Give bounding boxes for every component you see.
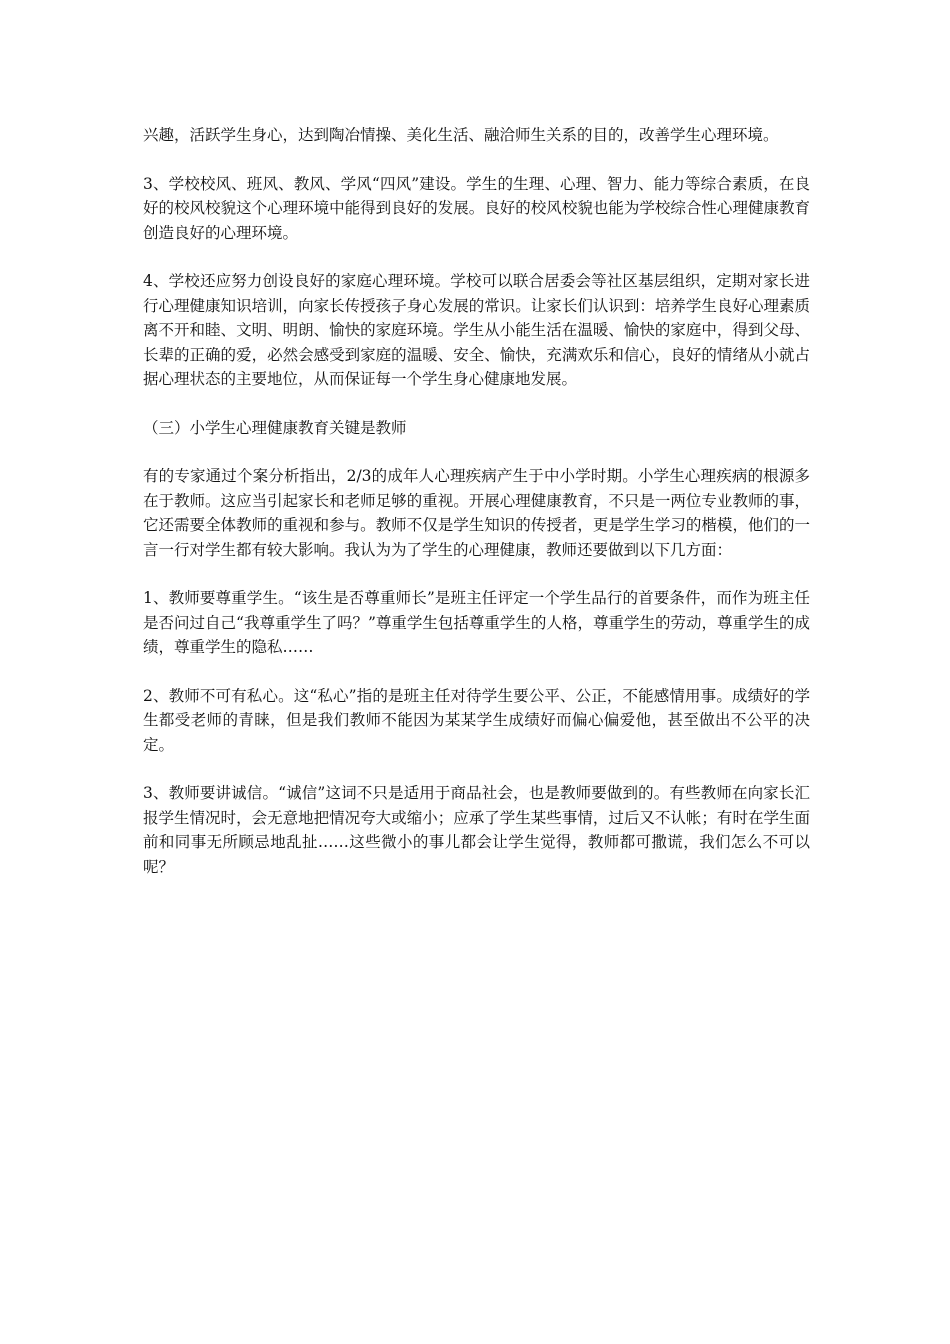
paragraph-item-4-family-environment: 4、学校还应努力创设良好的家庭心理环境。学校可以联合居委会等社区基层组织，定期对家长进行心理健康知识培训，向家长传授孩子身心发展的常识。让家长们认识到：培养学生良好心理素质离不开和睦、文明、明朗、愉快的家庭环境。学生从小能生活在温暖、愉快的家庭中，得到父母、长辈的正确的爱，必然会感受到家庭的温暖、安全、愉快，充满欢乐和信心，良好的情绪从小就占据心理状态的主要地位，从而保证每一个学生身心健康地发展。 — [143, 272, 810, 388]
paragraph-intro-teachers: 有的专家通过个案分析指出，2/3的成年人心理疾病产生于中小学时期。小学生心理疾病的根源多在于教师。这应当引起家长和老师足够的重视。开展心理健康教育，不只是一两位专业教师的事，它还需要全体教师的重视和参与。教师不仅是学生知识的传授者，更是学生学习的楷模，他们的一言一行对学生都有较大影响。我认为为了学生的心理健康，教师还要做到以下几方面： — [143, 467, 810, 559]
paragraph-item-1-respect: 1、教师要尊重学生。“该生是否尊重师长”是班主任评定一个学生品行的首要条件，而作为班主任是否问过自己“我尊重学生了吗？”尊重学生包括尊重学生的人格，尊重学生的劳动，尊重学生的成绩，尊重学生的隐私…… — [143, 589, 810, 656]
document-page — [143, 123, 810, 903]
paragraph-continuation: 兴趣，活跃学生身心，达到陶冶情操、美化生活、融洽师生关系的目的，改善学生心理环境。 — [143, 126, 779, 144]
section-heading: （三）小学生心理健康教育关键是教师 — [143, 418, 407, 437]
paragraph-item-3-school-ethos: 3、学校校风、班风、教风、学风“四风”建设。学生的生理、心理、智力、能力等综合素质，在良好的校风校貌这个心理环境中能得到良好的发展。良好的校风校貌也能为学校综合性心理健康教育创造良好的心理环境。 — [143, 174, 810, 242]
paragraph-item-3-honesty: 3、教师要讲诚信。“诚信”这词不只是适用于商品社会，也是教师要做到的。有些教师在向家长汇报学生情况时，会无意地把情况夸大或缩小；应承了学生某些事情，过后又不认帐；有时在学生面前和同事无所顾忌地乱扯……这些微小的事儿都会让学生觉得，教师都可撒谎，我们怎么不可以呢？ — [143, 784, 810, 876]
paragraph-item-2-fairness: 2、教师不可有私心。这“私心”指的是班主任对待学生要公平、公正，不能感情用事。成绩好的学生都受老师的青睐，但是我们教师不能因为某某学生成绩好而偏心偏爱他，甚至做出不公平的决定。 — [143, 686, 810, 754]
